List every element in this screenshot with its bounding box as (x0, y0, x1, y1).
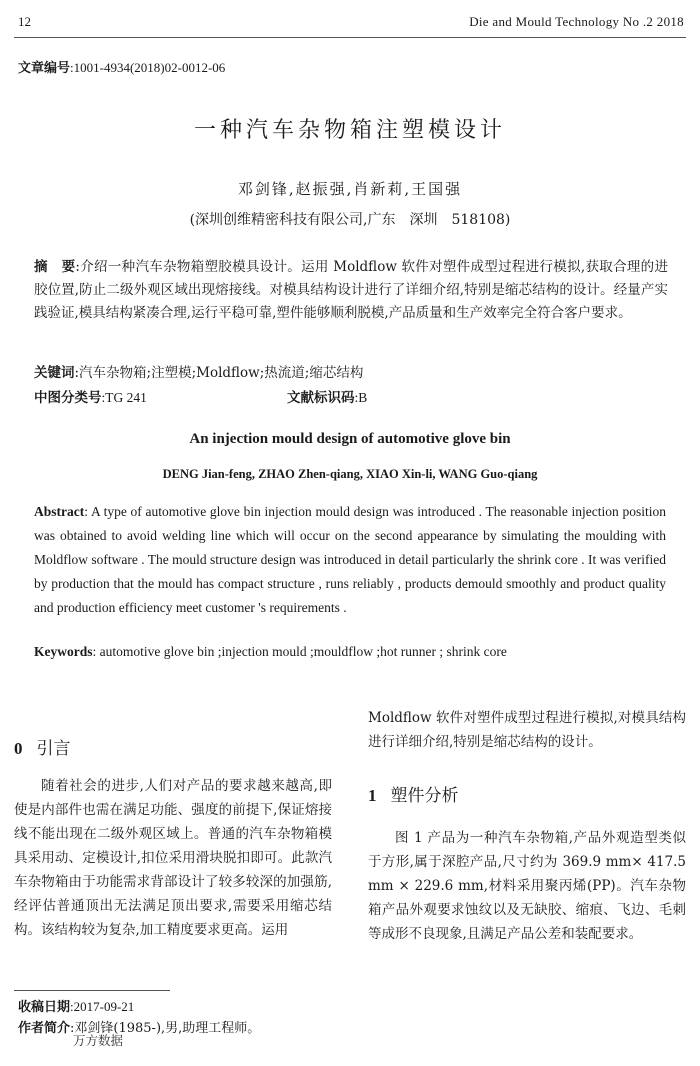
article-number-value: :1001-4934(2018)02-0012-06 (70, 60, 226, 75)
section-1-number: 1 (368, 786, 377, 805)
title-cn: 一种汽车杂物箱注塑模设计 (193, 118, 506, 143)
abstract-cn-text: :介绍一种汽车杂物箱塑胶模具设计。运用 Moldflow 软件对塑件成型过程进行模拟,获取合理的进胶位置,防止二级外观区域出现熔接线。对模具结构设计进行了详细介绍,特别是缩芯结构的设计。经量产实践验证,模具结构紧凑合理,运行平稳可靠,塑件能够顺利脱模,产品质量和生产效率完全符合客户要求。 (34, 259, 668, 321)
clc-value: :TG 241 (101, 390, 147, 405)
section-0-heading (14, 734, 71, 759)
keywords-en (34, 644, 507, 660)
section-1-paragraph: 图 1 产品为一种汽车杂物箱,产品外观造型类似于方形,属于深腔产品,尺寸约为 369.9 mm× 417.5 mm × 229.6 mm,材料采用聚丙烯(PP)。汽车杂物箱产品外观要求蚀纹以及无缺胶、缩痕、飞边、毛刺等成形不良现象,且满足产品公差和装配要求。 (368, 830, 686, 942)
right-column-continuation (368, 706, 686, 754)
watermark: 万方数据 (73, 1033, 124, 1048)
abstract-en-label: Abstract (34, 504, 85, 519)
document-code (287, 386, 367, 406)
doc-code-value: :B (354, 390, 368, 405)
clc-label: 中图分类号 (34, 390, 102, 406)
keywords-en-label: Keywords (34, 644, 93, 659)
section-1-title: 塑件分析 (390, 786, 459, 806)
bio-label: 作者简介 (18, 1021, 71, 1036)
abstract-cn (34, 256, 668, 325)
abstract-en (34, 500, 666, 620)
section-0-body (14, 774, 332, 942)
journal-header: Die and Mould Technology No .2 2018 (469, 14, 684, 29)
clc-number (34, 386, 147, 406)
received-value: :2017-09-21 (70, 999, 135, 1014)
page-number: 12 (18, 14, 31, 29)
keywords-en-text: : automotive glove bin ;injection mould ;mouldflow ;hot runner ; shrink core (92, 644, 507, 659)
authors-en: DENG Jian-feng, ZHAO Zhen-qiang, XIAO Xin-li, WANG Guo-qiang (162, 467, 538, 481)
keywords-cn-text: :汽车杂物箱;注塑模;Moldflow;热流道;缩芯结构 (74, 365, 364, 381)
continuation-paragraph: Moldflow 软件对塑件成型过程进行模拟,对模具结构进行详细介绍,特别是缩芯结构的设计。 (368, 710, 686, 750)
authors-cn: 邓剑锋,赵振强,肖新莉,王国强 (237, 180, 463, 198)
abstract-en-text: : A type of automotive glove bin injection mould design was introduced . The reasonable injection position was obtained to avoid welding line which will occur on the second appearance by simulating the moulding with Moldflow software . The mould structure design was introduced in detail particularly the shrink core . It was verified by production that the mould has compact structure , runs reliably , products demould smoothly and product quality and production efficiency meet customer 's requirements . (34, 504, 666, 615)
affiliation-cn: (深圳创维精密科技有限公司,广东 深圳 518108) (189, 212, 511, 228)
doc-code-label: 文献标识码 (287, 390, 355, 406)
section-0-title: 引言 (36, 739, 71, 759)
bio-value: :邓剑锋(1985-),男,助理工程师。 (70, 1021, 261, 1036)
received-date (18, 996, 134, 1015)
section-1-body (368, 826, 686, 946)
abstract-cn-label: 摘 要 (34, 259, 76, 275)
received-label: 收稿日期 (18, 1000, 71, 1015)
keywords-cn-label: 关键词 (34, 365, 75, 381)
section-0-number: 0 (14, 739, 23, 758)
footnote-rule (14, 990, 170, 991)
keywords-cn (34, 361, 363, 381)
author-bio (18, 1017, 260, 1036)
title-en: An injection mould design of automotive glove bin (189, 431, 511, 447)
article-number (18, 57, 225, 76)
section-1-heading (368, 781, 459, 806)
section-0-paragraph: 随着社会的进步,人们对产品的要求越来越高,即使是内部件也需在满足功能、强度的前提下,保证熔接线不能出现在二级外观区域上。普通的汽车杂物箱模具采用动、定模设计,扣位采用滑块脱扣即可。此款汽车杂物箱由于功能需求背部设计了较多较深的加强筋,经评估普通顶出无法满足顶出要求,需要采用缩芯结构。该结构较为复杂,加工精度要求更高。运用 (14, 778, 332, 938)
header-rule (14, 37, 686, 38)
article-number-label: 文章编号 (18, 61, 71, 76)
